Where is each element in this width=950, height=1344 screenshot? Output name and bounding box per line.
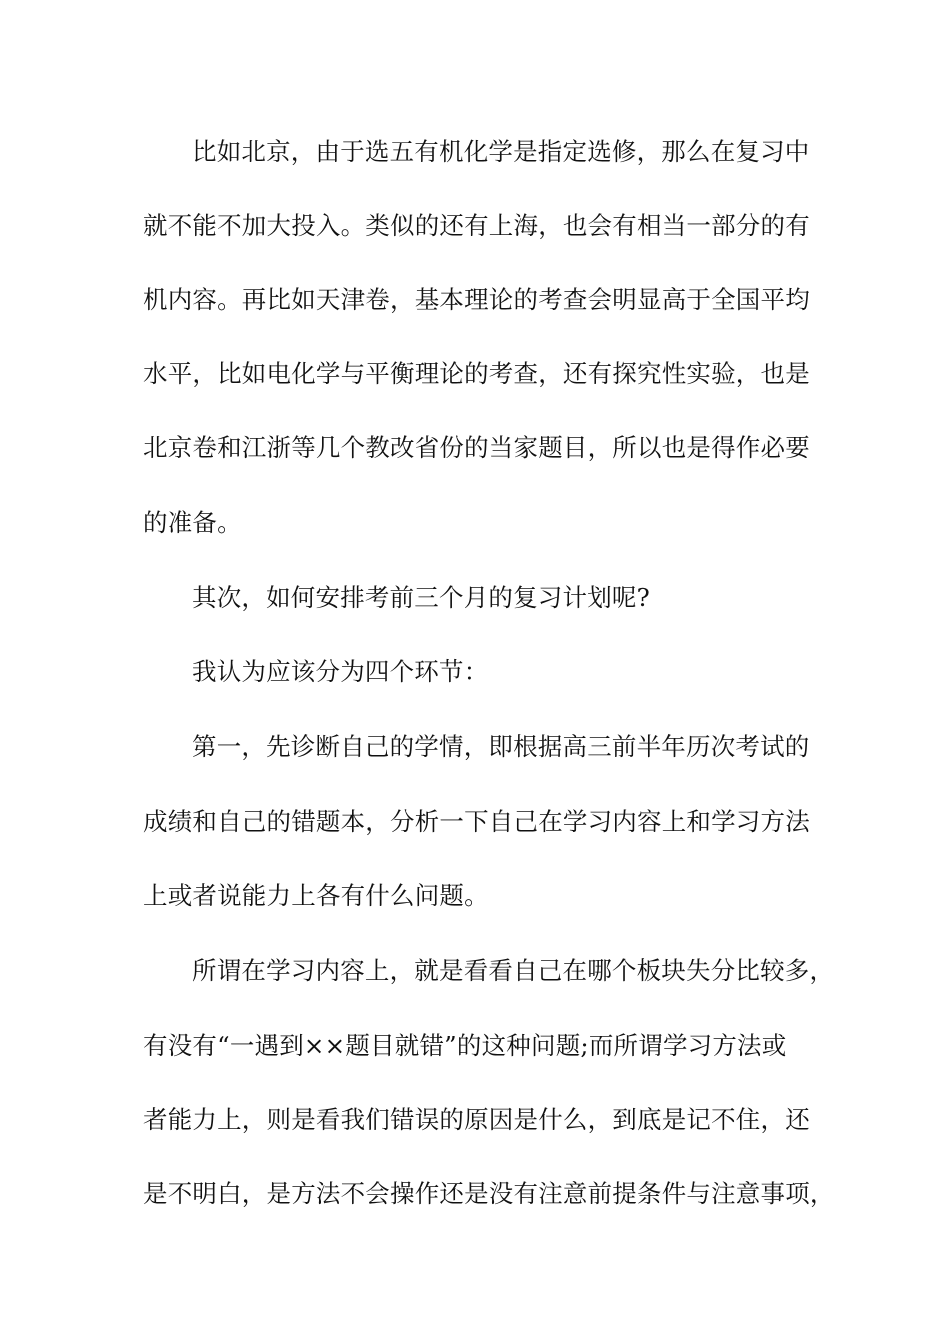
paragraph-line: 是不明白，是方法不会操作还是没有注意前提条件与注意事项， bbox=[143, 1179, 835, 1208]
paragraph-line: 机内容。再比如天津卷，基本理论的考查会明显高于全国平均 bbox=[143, 285, 810, 314]
paragraph-line: 比如北京，由于选五有机化学是指定选修，那么在复习中 bbox=[192, 137, 810, 166]
paragraph-line: 有没有“一遇到××题目就错”的这种问题;而所谓学习方法或 bbox=[143, 1031, 787, 1060]
paragraph-line: 成绩和自己的错题本，分析一下自己在学习内容上和学习方法 bbox=[143, 807, 810, 836]
paragraph-line: 者能力上，则是看我们错误的原因是什么，到底是记不住，还 bbox=[143, 1105, 810, 1134]
paragraph-line: 第一，先诊断自己的学情，即根据高三前半年历次考试的 bbox=[192, 732, 810, 761]
paragraph-line: 其次，如何安排考前三个月的复习计划呢? bbox=[192, 583, 650, 612]
paragraph-line: 所谓在学习内容上，就是看看自己在哪个板块失分比较多， bbox=[192, 956, 835, 985]
paragraph-line: 就不能不加大投入。类似的还有上海，也会有相当一部分的有 bbox=[143, 211, 810, 240]
paragraph-line: 北京卷和江浙等几个教改省份的当家题目，所以也是得作必要 bbox=[143, 433, 810, 462]
paragraph-line: 我认为应该分为四个环节： bbox=[192, 657, 489, 686]
paragraph-line: 水平，比如电化学与平衡理论的考查，还有探究性实验，也是 bbox=[143, 359, 810, 388]
paragraph-line: 上或者说能力上各有什么问题。 bbox=[143, 881, 489, 910]
paragraph-line: 的准备。 bbox=[143, 508, 242, 537]
